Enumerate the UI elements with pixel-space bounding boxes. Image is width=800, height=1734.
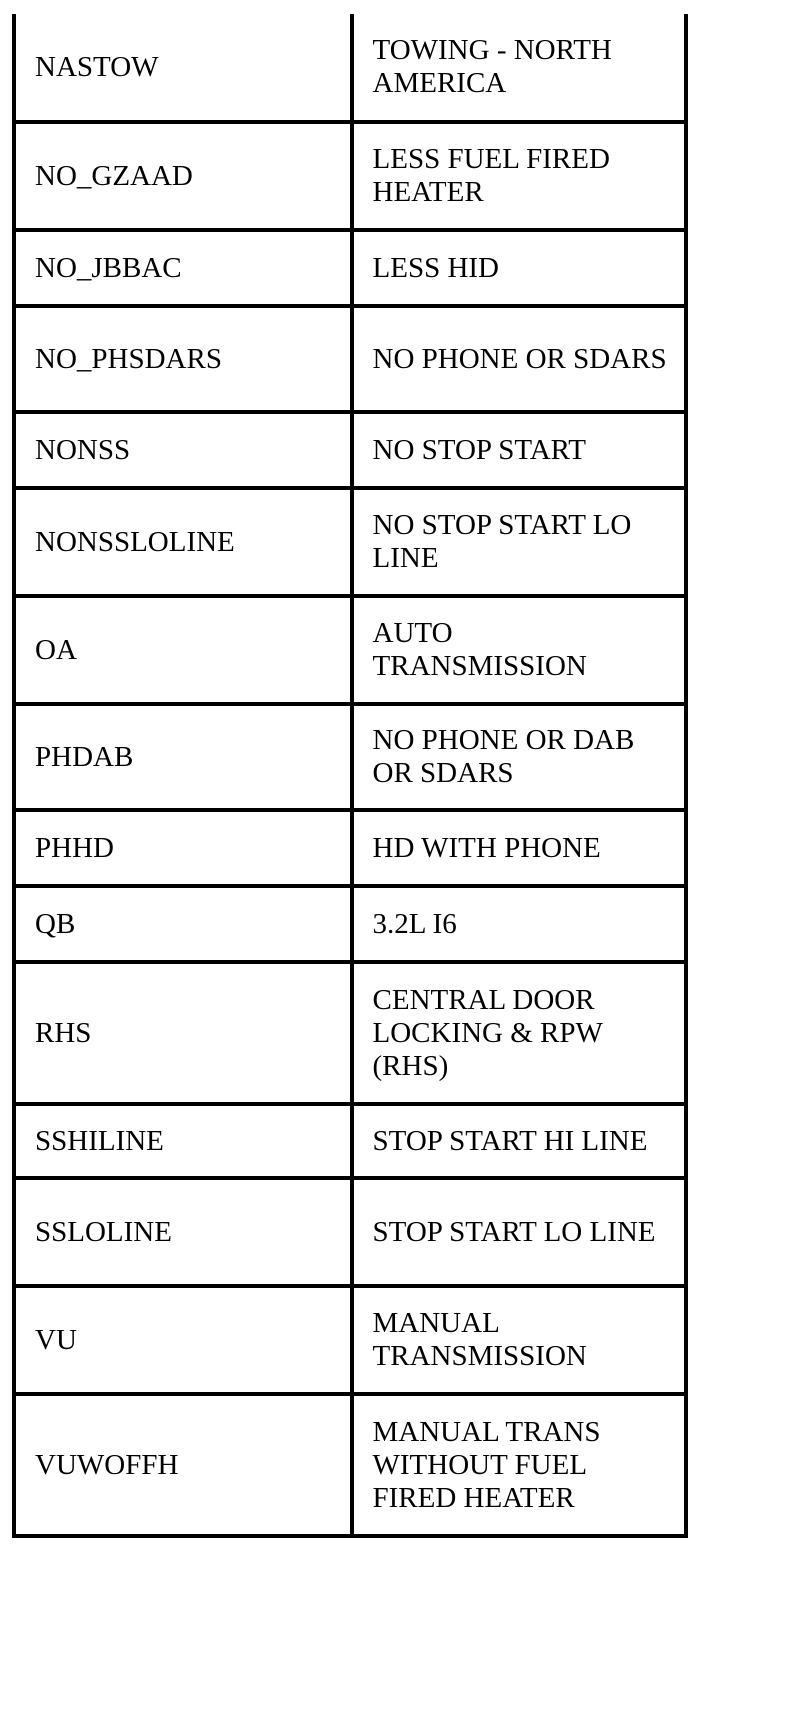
description-cell: LESS FUEL FIRED HEATER <box>352 122 686 230</box>
code-cell: VU <box>14 1286 352 1394</box>
option-code-table-body <box>14 14 686 1536</box>
code-cell: SSHILINE <box>14 1104 352 1178</box>
code-cell: OA <box>14 596 352 704</box>
table-row <box>14 122 686 230</box>
table-row <box>14 488 686 596</box>
table-row <box>14 412 686 488</box>
table-row <box>14 1394 686 1536</box>
code-cell: SSLOLINE <box>14 1178 352 1286</box>
description-cell: LESS HID <box>352 230 686 306</box>
code-cell: PHHD <box>14 810 352 886</box>
table-row <box>14 810 686 886</box>
table-row <box>14 596 686 704</box>
description-cell: NO STOP START LO LINE <box>352 488 686 596</box>
code-cell: RHS <box>14 962 352 1104</box>
option-code-table <box>12 14 688 1538</box>
table-row <box>14 306 686 412</box>
table-row <box>14 1286 686 1394</box>
description-cell: MANUAL TRANS WITHOUT FUEL FIRED HEATER <box>352 1394 686 1536</box>
code-cell: VUWOFFH <box>14 1394 352 1536</box>
table-row <box>14 230 686 306</box>
description-cell: NO PHONE OR SDARS <box>352 306 686 412</box>
table-row <box>14 704 686 810</box>
code-cell: QB <box>14 886 352 962</box>
description-cell: 3.2L I6 <box>352 886 686 962</box>
description-cell: STOP START HI LINE <box>352 1104 686 1178</box>
description-cell: STOP START LO LINE <box>352 1178 686 1286</box>
table-row <box>14 1104 686 1178</box>
description-cell: NO PHONE OR DAB OR SDARS <box>352 704 686 810</box>
table-row <box>14 962 686 1104</box>
description-cell: TOWING - NORTH AMERICA <box>352 14 686 122</box>
code-cell: NO_GZAAD <box>14 122 352 230</box>
code-cell: NO_JBBAC <box>14 230 352 306</box>
description-cell: HD WITH PHONE <box>352 810 686 886</box>
code-cell: NASTOW <box>14 14 352 122</box>
table-row <box>14 886 686 962</box>
description-cell: MANUAL TRANSMISSION <box>352 1286 686 1394</box>
description-cell: NO STOP START <box>352 412 686 488</box>
code-cell: NO_PHSDARS <box>14 306 352 412</box>
code-cell: NONSS <box>14 412 352 488</box>
table-row <box>14 14 686 122</box>
table-row <box>14 1178 686 1286</box>
option-code-table-container <box>12 14 688 1538</box>
code-cell: NONSSLOLINE <box>14 488 352 596</box>
code-cell: PHDAB <box>14 704 352 810</box>
description-cell: AUTO TRANSMISSION <box>352 596 686 704</box>
description-cell: CENTRAL DOOR LOCKING & RPW (RHS) <box>352 962 686 1104</box>
